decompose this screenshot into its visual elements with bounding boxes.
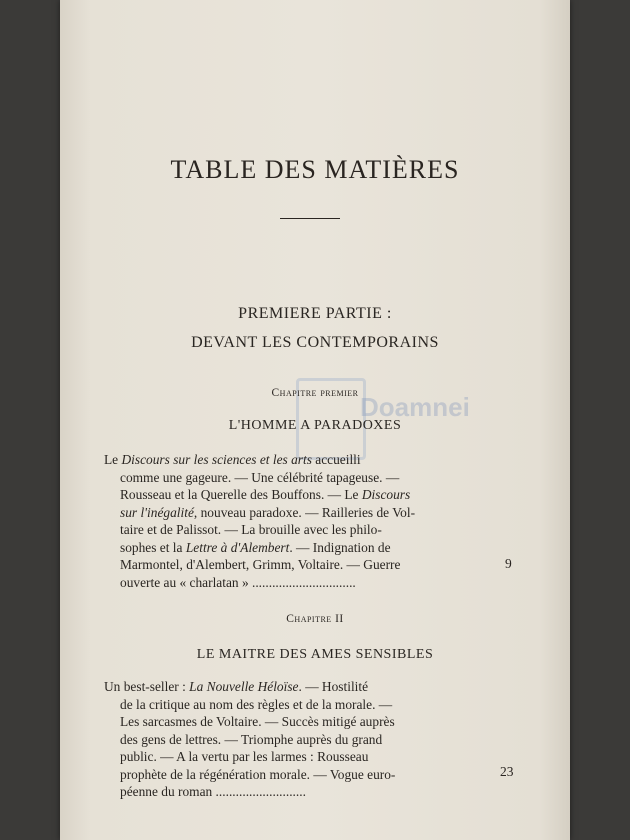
chapter-2-label: Chapitre II [286,613,344,625]
book-page [60,0,570,840]
summary-line: public. — A la vertu par les larmes : Rousseau [120,749,369,764]
chapter-2-title: LE MAITRE DES AMES SENSIBLES [196,647,434,662]
summary-line: Rousseau et la Querelle des Bouffons. — Le Discours [120,487,411,502]
part-title: PREMIERE PARTIE : [238,305,392,322]
summary-line: Un best-seller : La Nouvelle Héloïse. — Hostilité [104,679,369,694]
summary-line: sophes et la Lettre à d'Alembert. — Indignation de [120,539,391,555]
summary-line: péenne du roman ........................... [120,784,306,799]
chapter-1-label: Chapitre premier [271,387,359,399]
summary-line: Les sarcasmes de Voltaire. — Succès mitigé auprès [120,714,395,729]
summary-line: prophète de la régénération morale. — Vogue euro- [120,766,396,782]
chapter-1-page-number: 9 [505,556,512,571]
watermark-text: Doamnei [360,392,470,422]
summary-line: Le Discours sur les sciences et les arts accueilli [104,452,361,467]
summary-line: de la critique au nom des règles et de la morale. — [120,696,393,712]
summary-line: ouverte au « charlatan » ............................... [120,574,356,590]
chapter-1-summary [104,451,504,591]
chapter-1-title: L'HOMME A PARADOXES [228,418,402,433]
summary-line: taire et de Palissot. — La brouille avec les philo- [120,522,382,537]
title-rule [280,218,340,219]
summary-line: comme une gageure. — Une célébrité tapageuse. — [120,469,400,485]
part-subtitle: DEVANT LES CONTEMPORAINS [191,334,439,351]
summary-line: des gens de lettres. — Triomphe auprès du grand [120,731,383,747]
chapter-2-page-number: 23 [500,764,514,779]
summary-line: sur l'inégalité, nouveau paradoxe. — Railleries de Vol- [120,504,416,520]
chapter-2-summary [104,678,504,801]
summary-line: Marmontel, d'Alembert, Grimm, Voltaire. — Guerre [120,557,401,572]
page-title: TABLE DES MATIÈRES [170,155,460,184]
